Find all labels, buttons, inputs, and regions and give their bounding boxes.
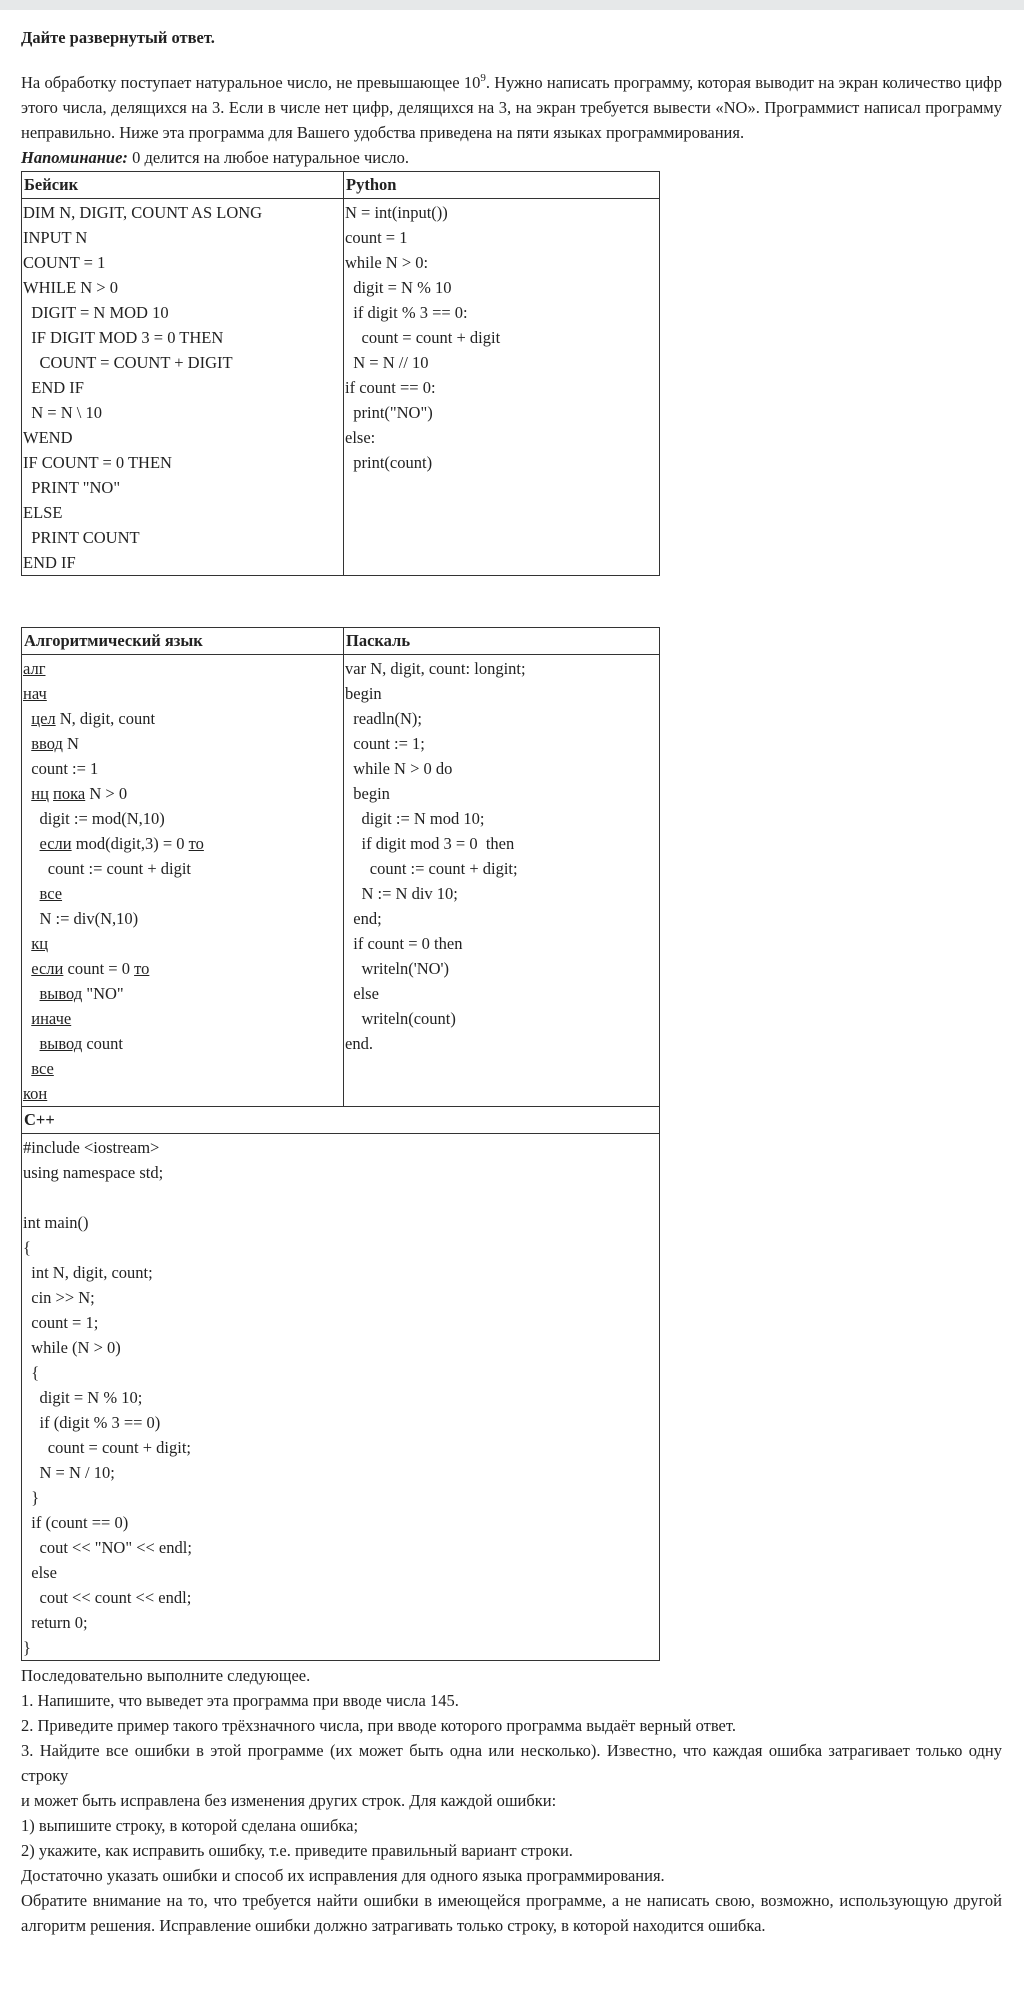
- code-text: N: [62, 734, 79, 753]
- basic-code-line: ELSE: [23, 503, 63, 522]
- basic-code-line: DIGIT = N MOD 10: [23, 303, 169, 322]
- keyword: иначе: [31, 1009, 72, 1028]
- code-text: N := div(N,10): [23, 909, 139, 928]
- basic-code-line: WEND: [23, 428, 73, 447]
- keyword: пока: [53, 784, 86, 803]
- basic-code-cell: [22, 199, 344, 576]
- reminder: [21, 145, 1002, 170]
- code-text: [23, 784, 31, 803]
- keyword: вывод: [39, 984, 83, 1003]
- pascal-code-line: readln(N);: [345, 709, 422, 728]
- keyword: то: [188, 834, 204, 853]
- algo-code-line: [23, 881, 343, 906]
- intro-exponent: 9: [480, 72, 486, 84]
- python-code-line: count = 1: [345, 228, 408, 247]
- basic-code-line: END IF: [23, 378, 84, 397]
- cpp-code-line: int main(): [23, 1213, 89, 1232]
- code-text: [23, 934, 31, 953]
- python-code-line: digit = N % 10: [345, 278, 452, 297]
- basic-code-line: N = N \ 10: [23, 403, 102, 422]
- algo-code-cell: [22, 655, 344, 1107]
- code-text: [23, 1034, 40, 1053]
- cpp-code-line: N = N / 10;: [23, 1463, 115, 1482]
- algo-code-line: [23, 806, 343, 831]
- cpp-code-line: int N, digit, count;: [23, 1263, 153, 1282]
- algo-code-line: [23, 1056, 343, 1081]
- algo-code-line: [23, 756, 343, 781]
- cpp-code-line: cout << count << endl;: [23, 1588, 192, 1607]
- cpp-code: [23, 1134, 659, 1660]
- python-code-line: count = count + digit: [345, 328, 501, 347]
- pascal-code-line: if count = 0 then: [345, 934, 463, 953]
- code-text: [23, 1059, 31, 1078]
- code-text: count: [82, 1034, 124, 1053]
- algo-code-line: [23, 656, 343, 681]
- algo-code-line: [23, 681, 343, 706]
- pascal-code-cell: [344, 655, 660, 1107]
- python-code-cell: [344, 199, 660, 576]
- code-text: mod(digit,3) = 0: [71, 834, 189, 853]
- reminder-text: 0 делится на любое натуральное число.: [127, 148, 410, 167]
- task-title: Дайте развернутый ответ.: [21, 28, 215, 47]
- keyword: если: [39, 834, 72, 853]
- algo-code-line: [23, 831, 343, 856]
- cpp-code-line: count = count + digit;: [23, 1438, 192, 1457]
- algo-code-line: [23, 1081, 343, 1106]
- basic-code-line: DIM N, DIGIT, COUNT AS LONG: [23, 203, 263, 222]
- algo-header: Алгоритмический язык: [22, 628, 344, 655]
- task-item-1: 1. Напишите, что выведет эта программа при вводе числа 145.: [21, 1691, 459, 1710]
- intro-text-start: На обработку поступает натуральное число, не превышающее 10: [21, 73, 481, 92]
- task-page: [0, 27, 1024, 1938]
- basic-code-line: COUNT = COUNT + DIGIT: [23, 353, 233, 372]
- code-text: N > 0: [85, 784, 128, 803]
- cpp-code-line: cout << "NO" << endl;: [23, 1538, 192, 1557]
- python-code-line: if digit % 3 == 0:: [345, 303, 468, 322]
- basic-code: [23, 199, 343, 575]
- task-note-language: Достаточно указать ошибки и способ их исправления для одного языка программирования.: [21, 1866, 665, 1885]
- keyword: алг: [23, 659, 46, 678]
- task-instructions: [21, 1663, 1002, 1938]
- keyword: если: [31, 959, 64, 978]
- reminder-label: Напоминание:: [21, 148, 128, 167]
- algo-code-line: [23, 906, 343, 931]
- pascal-header: Паскаль: [344, 628, 660, 655]
- code-text: [23, 834, 40, 853]
- code-text: [23, 984, 40, 1003]
- basic-code-line: PRINT COUNT: [23, 528, 140, 547]
- basic-code-line: WHILE N > 0: [23, 278, 118, 297]
- keyword: нач: [23, 684, 47, 703]
- python-code-line: N = N // 10: [345, 353, 429, 372]
- instructions-lead: Последовательно выполните следующее.: [21, 1666, 311, 1685]
- task-intro: [21, 70, 1002, 145]
- pascal-code-line: count := 1;: [345, 734, 425, 753]
- basic-code-line: PRINT "NO": [23, 478, 121, 497]
- basic-code-line: INPUT N: [23, 228, 88, 247]
- keyword: все: [31, 1059, 54, 1078]
- cpp-code-line: {: [23, 1238, 31, 1257]
- cpp-code-line: return 0;: [23, 1613, 88, 1632]
- pascal-code-line: end.: [345, 1034, 373, 1053]
- pascal-code-line: else: [345, 984, 379, 1003]
- cpp-code-line: [23, 1185, 659, 1210]
- pascal-code-line: begin: [345, 784, 390, 803]
- intro-text-end: . Нужно написать программу, которая выводит на экран количество цифр этого числа, делящихся на 3. Если в числе нет цифр, делящихся на 3, на экран требуется вывести «NO». Программист написал программу неправильно. Ниже эта программа для Вашего удобства приведена на пяти языках программирования.: [21, 73, 1002, 142]
- code-text: digit := mod(N,10): [23, 809, 165, 828]
- python-header: Python: [344, 172, 660, 199]
- cpp-code-line: #include <iostream>: [23, 1138, 160, 1157]
- pascal-code-line: if digit mod 3 = 0 then: [345, 834, 515, 853]
- keyword: вывод: [39, 1034, 83, 1053]
- cpp-code-line: {: [23, 1363, 40, 1382]
- code-text: [23, 734, 31, 753]
- cpp-code-line: }: [23, 1638, 31, 1657]
- cpp-header: C++: [22, 1107, 660, 1134]
- python-code-line: print(count): [345, 453, 433, 472]
- code-text: count = 0: [63, 959, 135, 978]
- basic-header: Бейсик: [22, 172, 344, 199]
- algo-code-line: [23, 981, 343, 1006]
- code-text: "NO": [82, 984, 124, 1003]
- task-subitem-2: 2) укажите, как исправить ошибку, т.е. приведите правильный вариант строки.: [21, 1841, 573, 1860]
- code-text: [23, 1009, 31, 1028]
- python-code: [345, 199, 659, 475]
- cpp-code-line: else: [23, 1563, 57, 1582]
- algo-code-line: [23, 706, 343, 731]
- code-text: count := count + digit: [23, 859, 192, 878]
- cpp-code-line: using namespace std;: [23, 1163, 164, 1182]
- pascal-code-line: begin: [345, 684, 382, 703]
- keyword: кц: [31, 934, 49, 953]
- code-text: count := 1: [23, 759, 99, 778]
- pascal-code-line: writeln(count): [345, 1009, 456, 1028]
- task-item-3-cont: и может быть исправлена без изменения других строк. Для каждой ошибки:: [21, 1791, 557, 1810]
- algo-code-line: [23, 1006, 343, 1031]
- pascal-code: [345, 655, 659, 1056]
- cpp-code-line: digit = N % 10;: [23, 1388, 143, 1407]
- algo-code-line: [23, 956, 343, 981]
- keyword: то: [134, 959, 150, 978]
- programs-table-1: [21, 171, 660, 576]
- pascal-code-line: writeln('NO'): [345, 959, 450, 978]
- pascal-code-line: while N > 0 do: [345, 759, 453, 778]
- algo-code-line: [23, 931, 343, 956]
- keyword: ввод: [31, 734, 63, 753]
- algo-code-line: [23, 856, 343, 881]
- algo-code-line: [23, 1031, 343, 1056]
- task-item-3: 3. Найдите все ошибки в этой программе (их может быть одна или несколько). Известно, что каждая ошибка затрагивает только одну строку: [21, 1741, 1002, 1785]
- basic-code-line: IF DIGIT MOD 3 = 0 THEN: [23, 328, 224, 347]
- basic-code-line: COUNT = 1: [23, 253, 106, 272]
- pascal-code-line: digit := N mod 10;: [345, 809, 485, 828]
- basic-code-line: IF COUNT = 0 THEN: [23, 453, 172, 472]
- algo-code: [23, 655, 343, 1106]
- pascal-code-line: var N, digit, count: longint;: [345, 659, 526, 678]
- cpp-code-line: if (digit % 3 == 0): [23, 1413, 161, 1432]
- python-code-line: if count == 0:: [345, 378, 436, 397]
- programs-table-2: [21, 627, 660, 1661]
- python-code-line: while N > 0:: [345, 253, 429, 272]
- algo-code-line: [23, 731, 343, 756]
- keyword: нц: [31, 784, 49, 803]
- keyword: кон: [23, 1084, 48, 1103]
- pascal-code-line: N := N div 10;: [345, 884, 458, 903]
- python-code-line: else:: [345, 428, 376, 447]
- pascal-code-line: end;: [345, 909, 382, 928]
- cpp-code-cell: [22, 1134, 660, 1661]
- cpp-code-line: }: [23, 1488, 40, 1507]
- code-text: [23, 709, 31, 728]
- task-note-attention: Обратите внимание на то, что требуется найти ошибки в имеющейся программе, а не написать свою, возможно, использующую другой алгоритм решения. Исправление ошибки должно затрагивать только строку, в которой находится ошибка.: [21, 1891, 1002, 1935]
- keyword: цел: [31, 709, 56, 728]
- cpp-code-line: count = 1;: [23, 1313, 99, 1332]
- algo-code-line: [23, 781, 343, 806]
- code-text: N, digit, count: [55, 709, 156, 728]
- cpp-code-line: if (count == 0): [23, 1513, 129, 1532]
- task-subitem-1: 1) выпишите строку, в которой сделана ошибка;: [21, 1816, 359, 1835]
- pascal-code-line: count := count + digit;: [345, 859, 518, 878]
- code-text: [23, 884, 40, 903]
- basic-code-line: END IF: [23, 553, 76, 572]
- python-code-line: print("NO"): [345, 403, 433, 422]
- cpp-code-line: cin >> N;: [23, 1288, 95, 1307]
- python-code-line: N = int(input()): [345, 203, 448, 222]
- top-bar: [0, 0, 1024, 10]
- cpp-code-line: while (N > 0): [23, 1338, 121, 1357]
- code-text: [23, 959, 31, 978]
- task-item-2: 2. Приведите пример такого трёхзначного числа, при вводе которого программа выдаёт верный ответ.: [21, 1716, 736, 1735]
- keyword: все: [39, 884, 63, 903]
